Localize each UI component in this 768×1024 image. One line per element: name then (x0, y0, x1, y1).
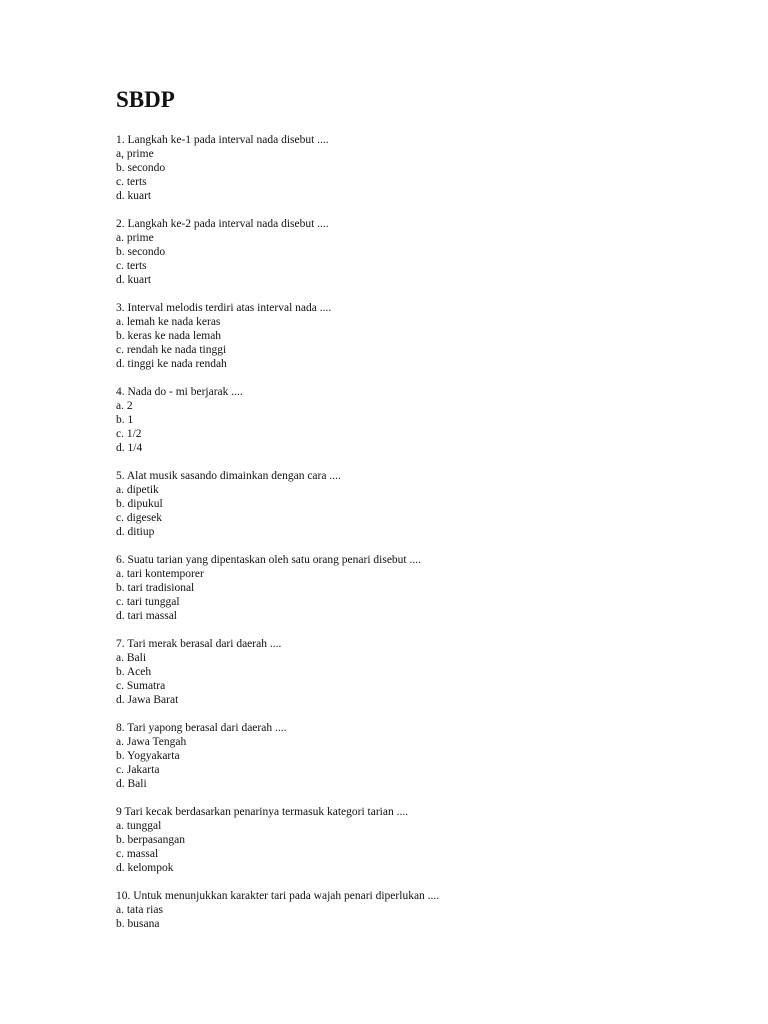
answer-option: b. 1 (116, 414, 134, 426)
answer-option: d. 1/4 (116, 442, 143, 454)
answer-option: b. busana (116, 918, 160, 930)
document-page (116, 86, 439, 945)
question-list (116, 133, 439, 931)
answer-option: b. Yogyakarta (116, 750, 180, 762)
question-text: 1. Langkah ke-1 pada interval nada disebut .... (116, 134, 329, 146)
question-text: 6. Suatu tarian yang dipentaskan oleh satu orang penari disebut .... (116, 554, 421, 566)
answer-option: a. 2 (116, 400, 133, 412)
answer-option: b. keras ke nada lemah (116, 330, 222, 342)
question-block (116, 217, 439, 287)
question-block (116, 721, 439, 791)
answer-option: d. tari massal (116, 610, 177, 622)
answer-option: d. tinggi ke nada rendah (116, 358, 227, 370)
answer-option: c. Sumatra (116, 680, 166, 692)
question-text: 9 Tari kecak berdasarkan penarinya termasuk kategori tarian .... (116, 806, 409, 818)
answer-option: c. rendah ke nada tinggi (116, 344, 227, 356)
answer-option: a. tari kontemporer (116, 568, 204, 580)
answer-option: b. Aceh (116, 666, 152, 678)
answer-option: c. terts (116, 260, 147, 272)
answer-option: b. secondo (116, 246, 166, 258)
answer-option: d. kelompok (116, 862, 174, 874)
answer-option: d. Bali (116, 778, 147, 790)
answer-option: c. tari tunggal (116, 596, 180, 608)
answer-option: a. prime (116, 232, 154, 244)
question-text: 8. Tari yapong berasal dari daerah .... (116, 722, 287, 734)
answer-option: c. digesek (116, 512, 162, 524)
answer-option: a. Jawa Tengah (116, 736, 187, 748)
question-text: 4. Nada do - mi berjarak .... (116, 386, 243, 398)
question-block (116, 469, 439, 539)
answer-option: b. berpasangan (116, 834, 185, 846)
question-block (116, 385, 439, 455)
answer-option: b. tari tradisional (116, 582, 195, 594)
answer-option: c. massal (116, 848, 159, 860)
answer-option: d. kuart (116, 190, 152, 202)
question-text: 3. Interval melodis terdiri atas interval nada .... (116, 302, 332, 314)
question-text: 2. Langkah ke-2 pada interval nada disebut .... (116, 218, 329, 230)
answer-option: c. Jakarta (116, 764, 160, 776)
answer-option: c. 1/2 (116, 428, 142, 440)
answer-option: d. Jawa Barat (116, 694, 179, 706)
question-block (116, 133, 439, 203)
answer-option: d. kuart (116, 274, 152, 286)
question-block (116, 553, 439, 623)
question-block (116, 637, 439, 707)
question-block (116, 805, 439, 875)
question-text: 10. Untuk menunjukkan karakter tari pada wajah penari diperlukan .... (116, 890, 440, 902)
question-text: 5. Alat musik sasando dimainkan dengan cara .... (116, 470, 341, 482)
question-block (116, 889, 439, 931)
answer-option: c. terts (116, 176, 147, 188)
answer-option: a. Bali (116, 652, 147, 664)
answer-option: a. lemah ke nada keras (116, 316, 221, 328)
answer-option: a, prime (116, 148, 154, 160)
answer-option: d. ditiup (116, 526, 155, 538)
question-block (116, 301, 439, 371)
answer-option: a. dipetik (116, 484, 159, 496)
question-text: 7. Tari merak berasal dari daerah .... (116, 638, 282, 650)
answer-option: a. tata rias (116, 904, 163, 916)
answer-option: a. tunggal (116, 820, 162, 832)
document-title: SBDP (116, 87, 175, 112)
answer-option: b. secondo (116, 162, 166, 174)
answer-option: b. dipukul (116, 498, 163, 510)
